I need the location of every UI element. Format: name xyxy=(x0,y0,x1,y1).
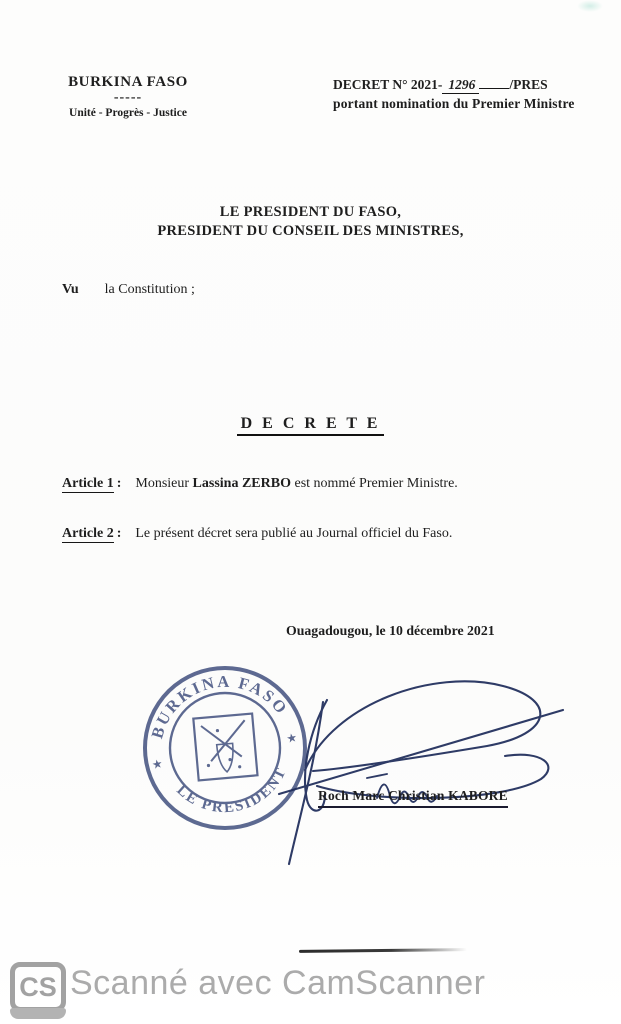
signer-name: Roch Marc Christian KABORE xyxy=(318,788,508,808)
signature xyxy=(235,652,570,872)
stamp-top-text: BURKINA FASO xyxy=(147,671,293,741)
national-motto: Unité - Progrès - Justice xyxy=(69,107,187,119)
article-1-name: Lassina ZERBO xyxy=(192,476,291,491)
national-header xyxy=(58,74,198,119)
scan-edge-artifact xyxy=(299,948,467,953)
authority-title-line2: PRESIDENT DU CONSEIL DES MINISTRES, xyxy=(157,223,464,239)
stamp-star-right-icon: ★ xyxy=(285,730,299,746)
scan-smudge xyxy=(577,0,603,12)
stamp-star-left-icon: ★ xyxy=(150,756,164,773)
header-divider: ----- xyxy=(113,90,143,105)
decree-heading-text: D E C R E T E xyxy=(237,415,385,436)
article-2-text: Le présent décret sera publié au Journal officiel du Faso. xyxy=(135,526,453,541)
article-1 xyxy=(62,476,582,492)
decree-suffix: /PRES xyxy=(509,77,548,92)
watermark-text: Scanné avec CamScanner xyxy=(70,964,486,1002)
decree-number-blank xyxy=(479,76,509,89)
decree-number-line xyxy=(333,76,598,94)
camscanner-watermark xyxy=(0,956,621,1024)
article-1-colon: : xyxy=(116,476,122,491)
decree-number: 1296 xyxy=(442,77,479,94)
signature-ink-icon xyxy=(235,652,570,872)
camscanner-logo-base xyxy=(10,1008,66,1019)
visa-clause xyxy=(62,282,195,298)
article-2-colon: : xyxy=(116,526,122,541)
visa-label: Vu xyxy=(62,282,79,297)
decree-reference xyxy=(333,76,598,113)
article-1-text-after: est nommé Premier Ministre. xyxy=(290,476,458,491)
article-2 xyxy=(62,526,582,542)
decree-prefix: DECRET N° 2021- xyxy=(333,77,443,92)
camscanner-logo-icon: CS xyxy=(10,962,66,1012)
stamp-bottom-text: LE PRESIDENT xyxy=(173,764,291,817)
dateline: Ouagadougou, le 10 décembre 2021 xyxy=(286,623,495,638)
visa-text: la Constitution ; xyxy=(104,282,195,297)
authority-title xyxy=(0,203,621,241)
authority-title-line1: LE PRESIDENT DU FASO, xyxy=(219,204,402,220)
article-1-text-before: Monsieur xyxy=(135,476,193,491)
decree-subject: portant nomination du Premier Ministre xyxy=(333,96,575,111)
article-1-label: Article 1 xyxy=(62,476,114,491)
decree-heading xyxy=(0,415,621,433)
article-2-label: Article 2 xyxy=(62,526,114,541)
country-name: BURKINA FASO xyxy=(68,74,188,90)
